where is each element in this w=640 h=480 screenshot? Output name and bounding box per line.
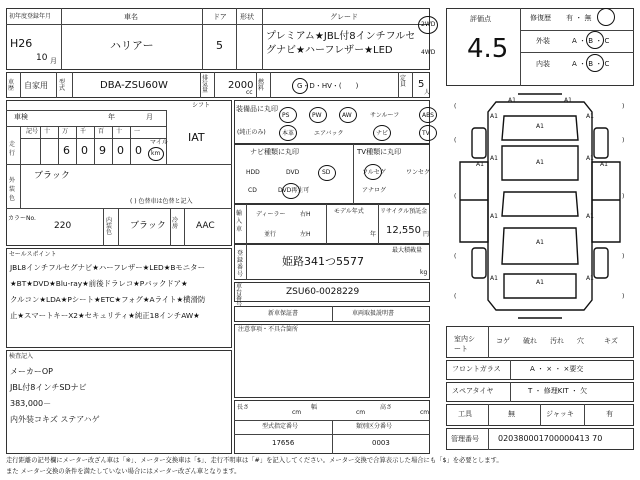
int-opts: A ・ B ・ C (572, 60, 610, 68)
svg-text:): ) (622, 293, 625, 300)
equip-item: AW (342, 112, 352, 119)
footer-line1: 走行距離の記号欄にメーター改ざん車は「※」、メーター交換車は「$」、走行不明車は「#」を記入してください。メーター交換で合算表示した場合にも「$」を必要とします。 (6, 457, 503, 464)
svg-text:(: ( (454, 137, 457, 144)
disp-label: 排気量 (202, 75, 209, 94)
fuel-label: 燃料 (258, 79, 265, 92)
seat-option: 穴 (577, 337, 584, 345)
left-handle: 左H (300, 231, 311, 238)
max-load-label: 最大積載量 (392, 247, 423, 254)
shape-label: 形状 (240, 13, 254, 21)
diagram-label: A1 (508, 97, 516, 104)
grade-line2: グナビ★ハーフレザー★LED (266, 45, 393, 56)
sale-point-line: JBL8インチフルセグナビ★ハーフレザー★LED★Bモニター (10, 263, 205, 272)
diagram-label: A1 (600, 161, 608, 168)
repair-opts: 有 ・ 無 (566, 14, 592, 22)
equip-label: 装備品に丸印 (236, 105, 278, 113)
grade-label: グレード (330, 13, 358, 21)
length-cm: cm (292, 409, 302, 416)
navi-item: DVD (286, 169, 300, 176)
mgmt-value: 020380001700000413 70 (498, 434, 603, 443)
seat-option: キズ (604, 337, 618, 345)
reg-month: 10 (36, 53, 48, 63)
inspector-label: 検査記入 (9, 353, 34, 360)
diagram-label: A1 (564, 97, 572, 104)
diagram-label: A1 (536, 279, 544, 286)
car-name: ハリアー (110, 39, 154, 52)
navi-label: ナビ種類に丸印 (250, 148, 299, 156)
month-unit: 月 (50, 57, 57, 65)
equip-item: TV (422, 130, 430, 137)
diagram-label: A1 (586, 275, 594, 282)
diagram-label: A1 (476, 161, 484, 168)
diagram-label: A1 (536, 159, 544, 166)
mileage-digit-label: 千 (80, 128, 87, 135)
ext-opts: A ・ B ・ C (572, 37, 610, 45)
recycle-label: リサイクル預託金 (380, 208, 428, 215)
class-no: 0003 (372, 439, 390, 447)
reg-year-label: 初年度登録年月 (9, 13, 52, 20)
score: 4.5 (467, 34, 509, 64)
dealer: ディーラー (256, 211, 286, 218)
svg-text:(: ( (454, 103, 457, 110)
capacity-unit: 人 (424, 89, 431, 96)
mile-label: マイル (150, 139, 168, 146)
cc-unit: cc (246, 89, 253, 96)
mileage-digit-label: 万 (62, 128, 69, 135)
chassis-label: 車台番号 (236, 283, 243, 308)
color-no: 220 (54, 221, 72, 231)
height-label: 高さ (380, 404, 393, 411)
notes-label: 注意事項・不具合箇所 (238, 326, 299, 333)
ext-label: 外装 (536, 37, 550, 45)
interior-label: 内装色 (106, 217, 113, 236)
equip-item: PS (282, 112, 290, 119)
navi-item: HDD (246, 169, 260, 176)
tv-item: アナログ (362, 187, 387, 194)
svg-text:): ) (622, 137, 625, 144)
mileage-digit: 0 (81, 144, 88, 157)
equip-item: PW (312, 112, 322, 119)
capacity: 5 (418, 79, 425, 90)
diagram-label: A1 (536, 239, 544, 246)
diagram-label: A1 (490, 113, 498, 120)
svg-text:(: ( (454, 253, 457, 260)
spare-label: スペアタイヤ (452, 387, 494, 395)
seats-label: 室内シート (454, 335, 475, 353)
drive-4wd: 4WD (421, 49, 436, 56)
fuel: G・D・HV・( ) (297, 82, 359, 90)
drive-2wd: 2WD (421, 21, 436, 28)
type-no: 17656 (272, 439, 295, 447)
seat-option: 汚れ (550, 337, 564, 345)
diagram-label: A1 (586, 113, 594, 120)
spare-opts: T ・ 修理KIT ・ 欠 (528, 387, 588, 395)
mileage-digit: 0 (135, 144, 142, 157)
equip-item: 本革 (282, 130, 295, 137)
tv-item: ワンセグ (406, 169, 431, 176)
displacement: 2000 (228, 80, 254, 91)
diagram-label: A1 (490, 213, 498, 220)
inspector-line: メーカーOP (10, 367, 53, 376)
equip-item: エアバック (314, 130, 344, 137)
repair-none-circle (597, 8, 615, 26)
shift: IAT (188, 131, 205, 144)
color-label: 外装色 (9, 177, 16, 202)
type-no-label: 型式指定番号 (262, 423, 299, 430)
recycle-yen: 円 (423, 231, 430, 238)
plate-label: 登録番号 (237, 250, 244, 278)
recycle: 12,550 (386, 225, 421, 236)
car-damage-diagram (446, 88, 634, 324)
shift-label: シフト (192, 102, 211, 109)
door-label: ドア (213, 13, 227, 21)
ac-label: 冷房 (172, 217, 179, 230)
mileage-digit: 0 (117, 144, 124, 157)
new-car-warranty: 新車保証書 (268, 310, 299, 317)
max-load-unit: kg (420, 269, 428, 276)
diagram-label: A1 (490, 155, 498, 162)
svg-text:): ) (622, 193, 625, 200)
svg-text:(: ( (454, 293, 457, 300)
int-label: 内装 (536, 60, 550, 68)
use-label: 車歴 (8, 79, 15, 92)
color-note: ( ) 色替車は色替と記入 (130, 198, 193, 205)
jack-label: ジャッキ (546, 410, 574, 418)
tools-label: 工具 (458, 410, 472, 418)
navi-item: SD (322, 169, 331, 176)
width-label: 幅 (311, 404, 318, 411)
footer-line2: また メーター交換の条件を満たしていない場合にはメーター改ざん車となります。 (6, 468, 241, 475)
width-cm: cm (356, 409, 366, 416)
seat-option: コゲ (496, 337, 510, 345)
tv-item: フルセグ (362, 169, 386, 176)
height-cm: cm (420, 409, 430, 416)
color-no-label: カラーNo. (8, 215, 36, 222)
inspector-line: JBL付8インチSDナビ (10, 383, 87, 392)
color: ブラック (34, 171, 70, 181)
model-year-unit: 年 (370, 231, 377, 238)
glass-label: フロントガラス (452, 365, 501, 373)
navi-item: DVD再生可 (278, 187, 310, 194)
mileage-digit-label: 一 (134, 128, 141, 135)
interior: ブラック (130, 221, 166, 231)
km-label: km (151, 150, 161, 157)
mileage-digit-label: 十 (116, 128, 123, 135)
sale-point-line: ★BT★DVD★Blu-ray★前後ドラレコ★Pバックドア★ (10, 279, 188, 288)
mgmt-label: 管理番号 (451, 435, 479, 443)
sale-point-line: クルコン★LDA★Pシート★ETC★フォグ★Aライト★横滑防 (10, 295, 206, 304)
mileage-digit: 6 (63, 144, 70, 157)
manual: 車両取扱説明書 (352, 310, 395, 317)
equip-item: サンルーフ (370, 112, 400, 119)
score-label: 評価点 (470, 15, 491, 23)
length-label: 長さ (237, 404, 250, 411)
doors: 5 (216, 39, 223, 52)
ac: AAC (196, 221, 215, 231)
diagram-label: A1 (536, 123, 544, 130)
grade-line1: プレミアム★JBL付8インチフルセ (266, 31, 416, 42)
right-handle: 右H (300, 211, 311, 218)
capacity-label: 定員 (400, 75, 407, 88)
mileage-label: 走行 (9, 141, 16, 157)
inspection-label: 車検 (14, 113, 28, 121)
class-no-label: 類別区分番号 (356, 423, 393, 430)
int-b-circle (586, 54, 604, 72)
sale-point-line: 止★スマートキーX2★セキュリティ★純正18インチAW★ (10, 311, 200, 320)
inspector-line: 383,000－ (10, 399, 52, 408)
equip-item: ナビ (376, 130, 389, 137)
model-year-label: モデル年式 (334, 208, 364, 215)
glass-opts: A ・ × ・ ×要交 (530, 365, 584, 373)
svg-text:): ) (622, 253, 625, 260)
diagram-label: A1 (586, 213, 594, 220)
seat-option: 破れ (523, 337, 537, 345)
use: 自家用 (24, 81, 48, 90)
equip-item: ABS (422, 112, 434, 119)
parallel: 並行 (264, 231, 277, 238)
model: DBA-ZSU60W (100, 80, 168, 91)
inspector-line: 内外装コキズ ステアハゲ (10, 415, 100, 424)
model-label: 型式 (59, 79, 66, 92)
import-label: 輸入車 (236, 210, 243, 233)
spec-row (6, 72, 430, 98)
name-label: 車名 (124, 13, 138, 21)
chassis: ZSU60-0028229 (286, 287, 360, 297)
mileage-digit-label: 十 (44, 128, 51, 135)
ext-b-circle (586, 31, 604, 49)
plate: 姫路341つ5577 (282, 255, 364, 268)
navi-item: CD (248, 187, 257, 194)
inspection-year-unit: 年 (108, 113, 115, 121)
notes-box (234, 324, 430, 398)
inspection-month-unit: 月 (146, 113, 153, 121)
reg-year: H26 (10, 37, 33, 50)
sale-points-label: セールスポイント (9, 251, 57, 258)
repair-label: 修復歴 (530, 14, 551, 22)
mileage-digit-label: 記号 (26, 128, 39, 135)
equip-note: (純正のみ) (237, 129, 266, 136)
diagram-label: A1 (586, 155, 594, 162)
svg-text:): ) (622, 103, 625, 110)
diagram-label: A1 (490, 275, 498, 282)
tools-value: 無 (508, 410, 515, 418)
mileage-digit: 9 (99, 144, 106, 157)
tv-label: TV種類に丸印 (357, 148, 402, 156)
mileage-digit-label: 百 (98, 128, 105, 135)
jack-value: 有 (606, 410, 613, 418)
svg-text:(: ( (454, 193, 457, 200)
